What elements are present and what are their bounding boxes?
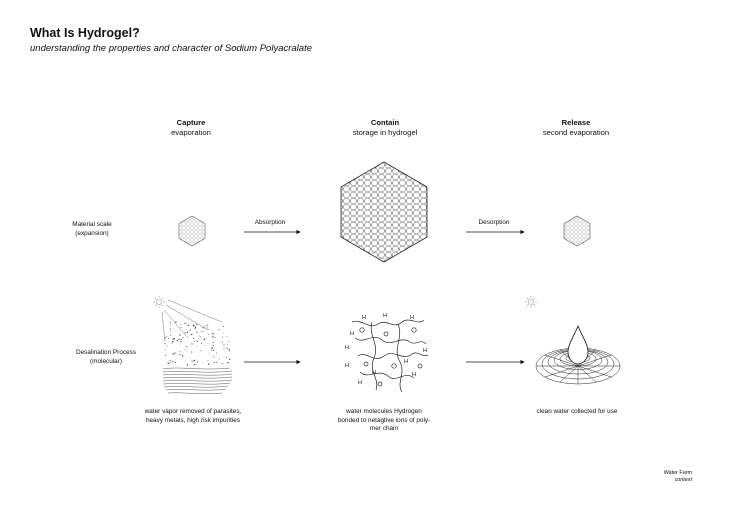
- vapor-particle: [186, 346, 187, 347]
- vapor-particle: [202, 327, 203, 328]
- vapor-particle: [205, 325, 206, 326]
- vapor-particle: [177, 340, 178, 341]
- vapor-particle: [222, 363, 223, 364]
- vapor-particle: [208, 343, 209, 344]
- page-title: What Is Hydrogel?: [30, 26, 140, 40]
- vapor-particle: [213, 350, 214, 351]
- vapor-particle: [164, 343, 165, 344]
- vapor-particle: [185, 349, 186, 350]
- vapor-particle: [207, 360, 208, 361]
- vapor-particle: [229, 359, 230, 360]
- vapor-particle: [206, 338, 207, 339]
- vapor-particle: [202, 362, 203, 363]
- footer-line2: context: [674, 477, 692, 483]
- vapor-particle: [223, 345, 224, 346]
- vapor-particle: [168, 338, 169, 339]
- column-heading-release: Release: [561, 118, 591, 127]
- vapor-particle: [175, 362, 176, 363]
- hydrogen-label: H: [410, 315, 414, 321]
- vapor-particles-icon: [164, 321, 230, 365]
- vapor-particle: [170, 362, 171, 363]
- vapor-particle: [165, 349, 166, 350]
- vapor-particle: [222, 337, 223, 338]
- vapor-particle: [201, 350, 202, 351]
- vapor-particle: [175, 321, 176, 322]
- vapor-particle: [201, 331, 202, 332]
- vapor-particle: [182, 355, 183, 356]
- vapor-particle: [204, 339, 205, 340]
- vapor-particle: [194, 364, 196, 366]
- vapor-particle: [193, 325, 195, 327]
- vapor-particle: [211, 350, 212, 351]
- vapor-particle: [226, 348, 227, 349]
- vapor-particle: [187, 332, 188, 333]
- vapor-particle: [185, 332, 186, 333]
- column-subheading-release: second evaporation: [542, 128, 610, 137]
- vapor-particle: [170, 325, 171, 326]
- vapor-particle: [200, 336, 201, 337]
- vapor-particle: [201, 343, 202, 344]
- vapor-particle: [180, 354, 181, 355]
- vapor-particle: [184, 323, 185, 324]
- vapor-particle: [165, 337, 166, 338]
- vapor-particle: [221, 341, 222, 342]
- vapor-particle: [172, 341, 174, 343]
- vapor-particle: [169, 360, 170, 361]
- vapor-particle: [215, 337, 216, 338]
- page-subtitle: understanding the properties and character of Sodium Polyacralate: [30, 43, 313, 54]
- footer-line1: Water Farm: [663, 470, 692, 476]
- vapor-particle: [216, 362, 217, 363]
- vapor-particle: [173, 338, 175, 340]
- vapor-particle: [179, 339, 180, 340]
- vapor-particle: [205, 345, 206, 346]
- vapor-particle: [180, 351, 181, 352]
- vapor-particle: [191, 361, 192, 362]
- column-heading-contain: Contain: [370, 118, 400, 127]
- vapor-particle: [191, 351, 192, 352]
- vapor-particle: [174, 352, 175, 353]
- vapor-particle: [195, 328, 196, 329]
- vapor-particle: [229, 349, 230, 350]
- hydrogen-label: H: [372, 370, 376, 376]
- vapor-particle: [196, 341, 197, 342]
- vapor-particle: [168, 363, 170, 365]
- vapor-particle: [166, 336, 167, 337]
- hydrogen-label: H: [423, 348, 427, 354]
- vapor-particle: [227, 336, 228, 337]
- vapor-particle: [219, 329, 220, 330]
- hydrogen-label: H: [362, 315, 366, 321]
- vapor-particle: [223, 333, 224, 334]
- vapor-particle: [166, 345, 167, 346]
- vapor-particle: [170, 335, 171, 336]
- vapor-particle: [212, 333, 214, 335]
- vapor-particle: [187, 364, 188, 365]
- column-subheading-capture: evaporation: [171, 128, 211, 137]
- caption-contain-line2: bonded to netagtive ions of poly-: [337, 416, 431, 424]
- vapor-particle: [180, 341, 181, 342]
- vapor-particle: [196, 331, 197, 332]
- vapor-particle: [208, 334, 209, 335]
- vapor-particle: [197, 346, 198, 347]
- vapor-particle: [186, 323, 187, 324]
- vapor-particle: [212, 336, 214, 338]
- vapor-particle: [226, 357, 227, 358]
- caption-contain-line3: mer chain: [369, 425, 399, 432]
- hydrogen-label: H: [350, 331, 354, 337]
- vapor-particle: [223, 326, 224, 327]
- vapor-particle: [229, 341, 230, 342]
- vapor-particle: [165, 355, 166, 356]
- vapor-particle: [229, 351, 230, 352]
- small-hexagon-capture-icon: [179, 216, 205, 246]
- row-label-desalination-line1: Desalination Process: [75, 349, 137, 356]
- caption-release-line1: clean water collected for use: [536, 408, 618, 415]
- row-label-material-scale-line2: (expansion): [75, 229, 109, 237]
- vapor-particle: [209, 353, 210, 354]
- vapor-particle: [181, 339, 182, 340]
- row-label-desalination-line2: (molecular): [90, 357, 122, 365]
- vapor-particle: [170, 331, 171, 332]
- vapor-particle: [213, 342, 214, 343]
- vapor-particle: [180, 324, 181, 325]
- caption-contain-line1: water molecules Hydrogen: [346, 408, 422, 415]
- hydrogen-label: H: [404, 359, 408, 365]
- sun-icon-capture: [153, 296, 165, 308]
- vapor-particle: [197, 361, 198, 362]
- vapor-particle: [193, 360, 194, 361]
- vapor-particle: [170, 322, 171, 323]
- vapor-particle: [174, 329, 175, 330]
- vapor-particle: [195, 327, 196, 328]
- vapor-particle: [222, 342, 223, 343]
- vapor-particle: [207, 325, 208, 326]
- vapor-particle: [172, 342, 173, 343]
- small-hexagon-release-icon: [564, 216, 590, 246]
- vapor-particle: [213, 345, 214, 346]
- vapor-particle: [207, 328, 208, 329]
- vapor-particle: [191, 334, 192, 335]
- sun-icon-release: [525, 296, 537, 308]
- large-hexagon-hydrogel-icon: [341, 162, 427, 262]
- desorption-label: Desorption: [478, 219, 510, 226]
- vapor-particle: [191, 343, 192, 344]
- column-subheading-contain: storage in hydrogel: [352, 128, 418, 137]
- polymer-chain-icon: [352, 320, 428, 392]
- water-surface-icon: [163, 368, 232, 394]
- water-droplet-icon: [568, 326, 588, 364]
- vapor-particle: [180, 327, 181, 328]
- vapor-particle: [227, 344, 228, 345]
- vapor-particle: [227, 348, 228, 349]
- vapor-particle: [172, 361, 173, 362]
- vapor-particle: [227, 362, 228, 363]
- caption-capture-line1: water vapor removed of parasites,: [144, 408, 242, 415]
- caption-capture-line2: heavy metals, high risk impurities: [145, 416, 241, 424]
- vapor-particle: [173, 353, 174, 354]
- vapor-particle: [170, 329, 171, 330]
- vapor-particle: [182, 337, 183, 338]
- column-heading-capture: Capture: [176, 118, 206, 127]
- hydrogen-label: H: [345, 345, 349, 351]
- vapor-particle: [213, 362, 214, 363]
- vapor-particle: [208, 364, 209, 365]
- vapor-particle: [219, 359, 220, 360]
- vapor-particle: [196, 324, 197, 325]
- vapor-particle: [188, 325, 190, 327]
- hydrogen-label: H: [345, 363, 349, 369]
- vapor-particle: [223, 348, 224, 349]
- vapor-particle: [190, 329, 191, 330]
- vapor-particle: [199, 336, 200, 337]
- hydrogen-label: H: [383, 313, 387, 319]
- hydrogen-label: H: [358, 380, 362, 386]
- row-label-material-scale-line1: Material scale: [72, 221, 112, 228]
- vapor-particle: [211, 347, 213, 349]
- vapor-particle: [194, 341, 195, 342]
- vapor-particle: [193, 338, 194, 339]
- vapor-particle: [213, 356, 214, 357]
- vapor-particle: [209, 329, 210, 330]
- absorption-label: Absorption: [254, 219, 286, 226]
- vapor-particle: [216, 353, 217, 354]
- hydrogen-label: H: [412, 372, 416, 378]
- vapor-particle: [179, 334, 180, 335]
